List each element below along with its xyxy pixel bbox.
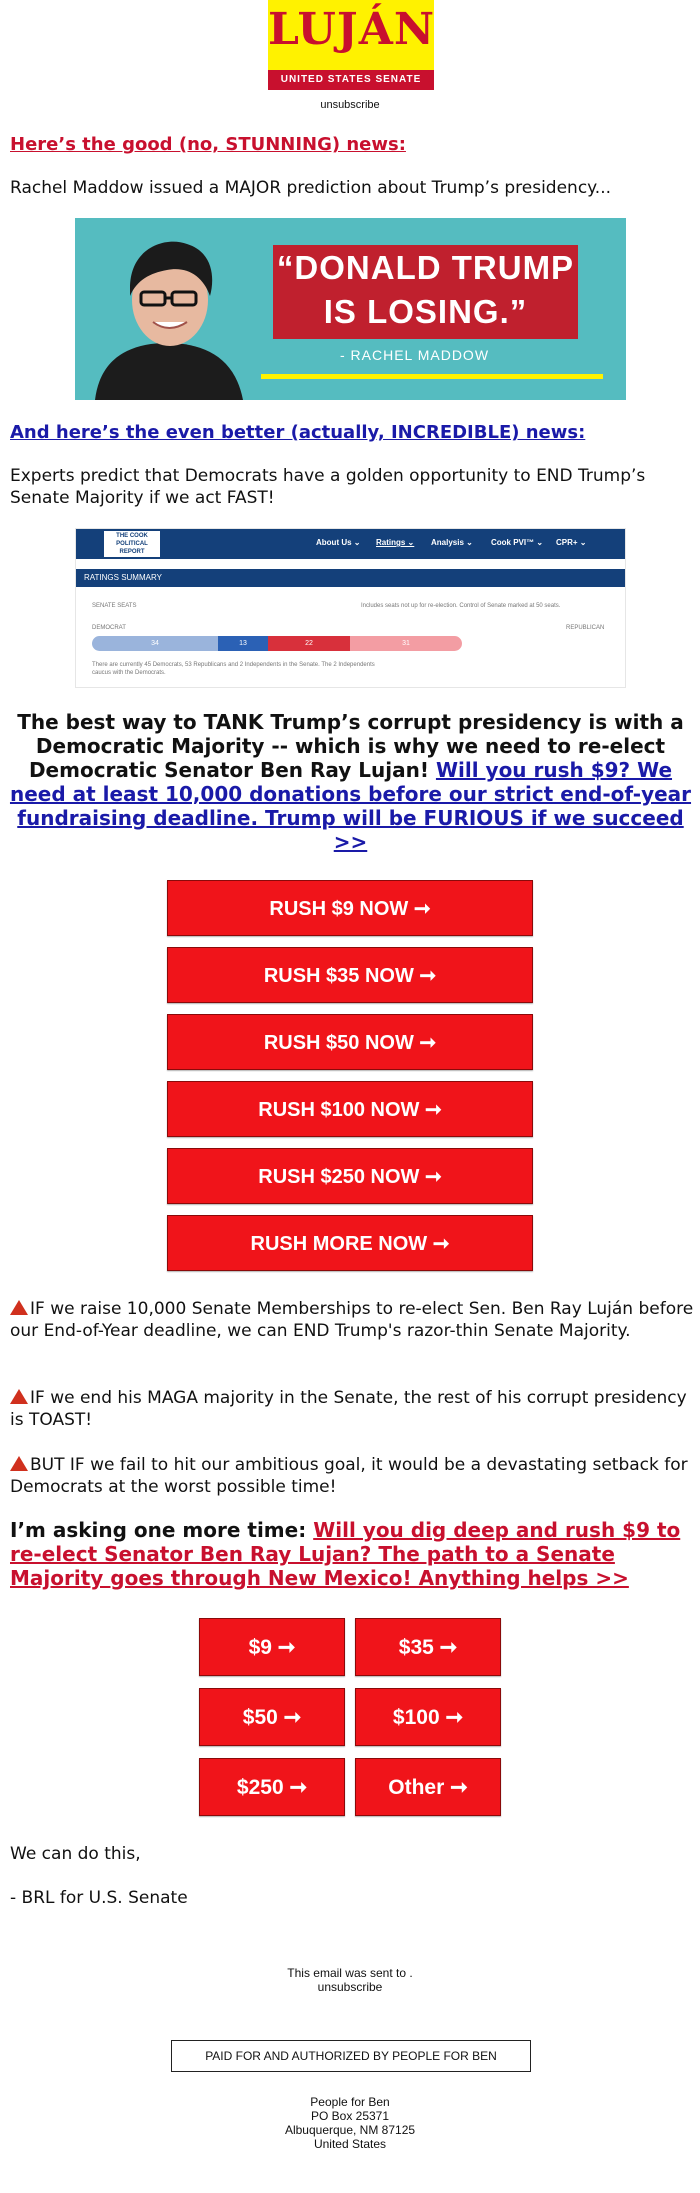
main-headline [8,710,693,854]
cpr-nav-about: About Us ⌄ [316,538,361,547]
cpr-nav-ratings: Ratings ⌄ [376,538,415,547]
headline-link[interactable]: Will you rush $9? We need at least 10,000 donations before our strict end-of-year fundraising deadline. Trump will be FURIOUS if we succeed >> [9,758,692,854]
cook-political-report-screenshot[interactable] [75,528,626,688]
logo-name: LUJÁN [268,4,436,55]
experts-text: Experts predict that Democrats have a golden opportunity to END Trump’s Senate Majority if we act FAST! [10,466,646,508]
logo-band: UNITED STATES SENATE [268,70,434,90]
bullet-1 [10,1298,695,1342]
ask-bold-text: I’m asking one more time: [10,1518,307,1542]
rush-250-button[interactable]: RUSH $250 NOW ➞ [167,1148,533,1204]
bullet-2-text: IF we end his MAGA majority in the Senate, the rest of his corrupt presidency is TOAST! [10,1388,687,1430]
rush-more-button[interactable]: RUSH MORE NOW ➞ [167,1215,533,1271]
sent-to-text: This email was sent to . [287,1966,413,1980]
rush-50-button[interactable]: RUSH $50 NOW ➞ [167,1014,533,1070]
donate-100-button[interactable]: $100 ➞ [355,1688,501,1746]
headline-bold-text: The best way to TANK Trump’s corrupt presidency is with a Democratic Majority -- which is why we need to re-elect Democratic Senator Ben Ray Lujan! [17,710,684,782]
cpr-footnote: There are currently 45 Democrats, 53 Republicans and 2 Independents in the Senate. The 2 Independents caucus with the Democrats. [92,662,375,676]
cpr-ratings-summary-bar: RATINGS SUMMARY [76,569,625,587]
quote-line-1: “DONALD TRUMP [276,249,575,286]
ask-link[interactable]: Will you dig deep and rush $9 to re-elect Senator Ben Ray Lujan? The path to a Senate Majority goes through New Mexico! Anything helps >> [10,1518,681,1590]
better-news-heading[interactable]: And here’s the even better (actually, INCREDIBLE) news: [10,422,586,443]
quote-line-2: IS LOSING.” [323,293,528,330]
address-line-1: People for Ben [310,2095,390,2109]
cpr-nav-bar [76,529,625,559]
cpr-seg-solid-rep: 31 [350,636,462,651]
donate-250-button[interactable]: $250 ➞ [199,1758,345,1816]
lujan-logo [268,0,434,90]
donate-other-button[interactable]: Other ➞ [355,1758,501,1816]
cpr-nav-cprplus: CPR+ ⌄ [556,538,587,547]
cpr-republican-label: REPUBLICAN [566,625,605,631]
address-line-2: PO Box 25371 [310,2109,390,2123]
unsubscribe-link-top[interactable]: unsubscribe [320,99,380,111]
cpr-senate-seats: SENATE SEATS [92,603,137,609]
cpr-seg-likely-rep: 22 [268,636,350,651]
maddow-portrait [75,218,250,400]
bullet-3-text: BUT IF we fail to hit our ambitious goal, it would be a devastating setback for Democrats at the worst possible time! [10,1455,688,1497]
donate-35-button[interactable]: $35 ➞ [355,1618,501,1676]
warning-triangle-icon [10,1300,28,1315]
rush-9-button[interactable]: RUSH $9 NOW ➞ [167,880,533,936]
address-line-4: United States [313,2137,387,2151]
bullet-1-text: IF we raise 10,000 Senate Memberships to re-elect Sen. Ben Ray Luján before our End-of-Year deadline, we can END Trump's razor-thin Senate Majority. [10,1299,694,1341]
closing-line: We can do this, [10,1844,141,1864]
maddow-intro-text: Rachel Maddow issued a MAJOR prediction about Trump’s presidency... [10,178,612,198]
address-line-3: Albuquerque, NM 87125 [284,2123,416,2137]
signature: - BRL for U.S. Senate [10,1888,188,1908]
rush-35-button[interactable]: RUSH $35 NOW ➞ [167,947,533,1003]
cpr-democrat-label: DEMOCRAT [92,625,126,631]
cpr-nav-analysis: Analysis ⌄ [431,538,473,547]
warning-triangle-icon [10,1389,28,1404]
warning-triangle-icon [10,1456,28,1471]
rush-100-button[interactable]: RUSH $100 NOW ➞ [167,1081,533,1137]
cpr-nav-pvi: Cook PVI™ ⌄ [491,538,544,547]
donate-50-button[interactable]: $50 ➞ [199,1688,345,1746]
cpr-seg-likely-dem: 13 [218,636,268,651]
quote-attribution: - RACHEL MADDOW [340,347,490,363]
good-news-heading: Here’s the good (no, STUNNING) news: [10,134,406,155]
bullet-2 [10,1387,695,1431]
maddow-quote-image[interactable] [75,218,626,400]
final-ask [10,1518,695,1590]
unsubscribe-link-bottom[interactable]: unsubscribe [317,1980,383,1994]
cpr-seg-solid-dem: 34 [92,636,218,651]
cpr-note: Includes seats not up for re-election. Control of Senate marked at 50 seats. [361,603,561,609]
paid-for-disclaimer: PAID FOR AND AUTHORIZED BY PEOPLE FOR BEN [171,2040,531,2072]
donate-9-button[interactable]: $9 ➞ [199,1618,345,1676]
yellow-stripe [261,374,603,379]
quote-box [273,245,578,339]
bullet-3 [10,1454,695,1498]
cpr-brand: THE COOK POLITICAL REPORT [104,531,160,557]
